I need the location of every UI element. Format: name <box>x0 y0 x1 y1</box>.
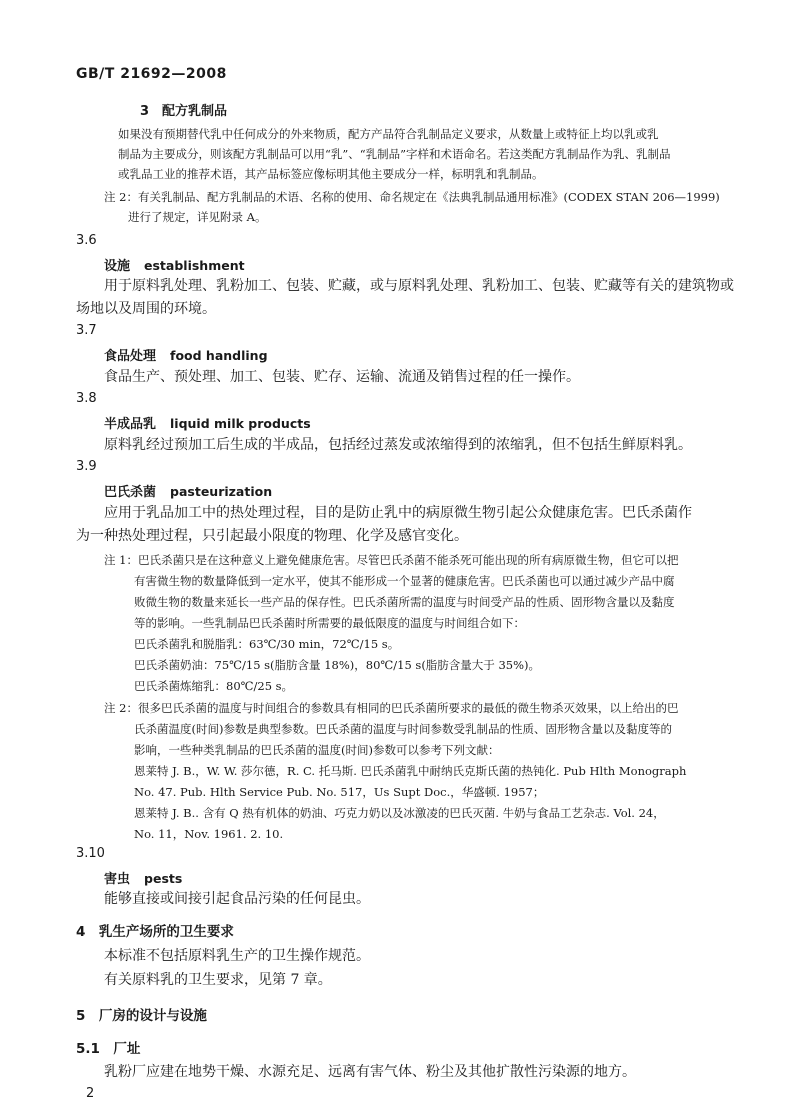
reference-line: 恩莱特 J. B.. 含有 Q 热有机体的奶油、巧克力奶以及冰激凌的巴氏灭菌. 牛奶与食品工艺杂志. Vol. 24， <box>134 806 665 820</box>
term-heading <box>104 413 311 432</box>
note1-line: 等的影响。一些乳制品巴氏杀菌时所需要的最低限度的温度与时间组合如下： <box>134 616 525 630</box>
term-zh: 巴氏杀菌 <box>104 485 157 500</box>
term-zh: 食品处理 <box>104 349 157 364</box>
body-line: 有关原料乳的卫生要求，见第 7 章。 <box>104 972 332 988</box>
term-heading <box>104 868 182 887</box>
term-heading <box>104 255 245 274</box>
formula-line-1: 如果没有预期替代乳中任何成分的外来物质，配方产品符合乳制品定义要求，从数量上或特征上均以乳或乳 <box>118 127 659 141</box>
formula-note2-line-2: 进行了规定，详见附录 A。 <box>128 210 267 224</box>
definition-line: 应用于乳品加工中的热处理过程，目的是防止乳中的病原微生物引起公众健康危害。巴氏杀菌作 <box>104 505 692 521</box>
note1-line: 巴氏杀菌奶油：75℃/15 s(脂肪含量 18%)，80℃/15 s(脂肪含量大于 35%)。 <box>134 658 541 672</box>
note1-line: 巴氏杀菌乳和脱脂乳：63℃/30 min，72℃/15 s。 <box>134 637 400 651</box>
term-en: establishment <box>144 258 245 273</box>
reference-line: No. 47. Pub. Hlth Service Pub. No. 517，Us Supt Doc.，华盛顿. 1957； <box>134 785 545 799</box>
note2-line: 注 2：很多巴氏杀菌的温度与时间组合的参数具有相同的巴氏杀菌所要求的最低的微生物杀灭效果，以上给出的巴 <box>104 701 679 715</box>
note2-line: 影响，一些种类乳制品的巴氏杀菌的温度(时间)参数可以参考下列文献： <box>134 743 500 757</box>
note1-line: 注 1：巴氏杀菌只是在这种意义上避免健康危害。尽管巴氏杀菌不能杀死可能出现的所有病原微生物，但它可以把 <box>104 553 679 567</box>
definition-line: 用于原料乳处理、乳粉加工、包装、贮藏，或与原料乳处理、乳粉加工、包装、贮藏等有关的建筑物或 <box>104 278 734 294</box>
definition-line: 为一种热处理过程，只引起最小限度的物理、化学及感官变化。 <box>76 528 468 544</box>
reference-line: 恩莱特 J. B.，W. W. 莎尔德，R. C. 托马斯. 巴氏杀菌乳中耐纳氏克斯氏菌的热钝化. Pub Hlth Monograph <box>134 764 687 778</box>
definition-line: 能够直接或间接引起食品污染的任何昆虫。 <box>104 891 370 907</box>
clause-number: 3.9 <box>76 459 97 474</box>
term-zh: 半成品乳 <box>104 417 157 432</box>
standard-code: GB/T 21692—2008 <box>76 66 227 82</box>
note1-line: 有害微生物的数量降低到一定水平，使其不能形成一个显著的健康危害。巴氏杀菌也可以通过减少产品中腐 <box>134 574 675 588</box>
section-heading: 4 乳生产场所的卫生要求 <box>76 924 234 940</box>
body-line: 本标准不包括原料乳生产的卫生操作规范。 <box>104 948 370 964</box>
page-number: 2 <box>86 1086 95 1101</box>
term-en: pasteurization <box>170 484 273 499</box>
formula-line-3: 或乳品工业的推荐术语，其产品标签应像标明其他主要成分一样，标明乳和乳制品。 <box>118 167 544 181</box>
term-heading <box>104 345 268 364</box>
term-heading <box>104 481 272 500</box>
definition-line: 原料乳经过预加工后生成的半成品，包括经过蒸发或浓缩得到的浓缩乳，但不包括生鲜原料乳。 <box>104 437 692 453</box>
section-heading: 5 厂房的设计与设施 <box>76 1008 207 1024</box>
formula-line-2: 制品为主要成分，则该配方乳制品可以用“乳”、“乳制品”字样和术语命名。若这类配方乳制品作为乳、乳制品 <box>118 147 671 161</box>
formula-heading: 3 配方乳制品 <box>140 104 228 119</box>
clause-number: 3.10 <box>76 846 105 861</box>
reference-line: No. 11，Nov. 1961. 2. 10. <box>134 827 284 841</box>
clause-number: 3.8 <box>76 391 97 406</box>
term-en: pests <box>144 871 183 886</box>
formula-note2-line-1: 注 2：有关乳制品、配方乳制品的术语、名称的使用、命名规定在《法典乳制品通用标准》(CODEX STAN 206—1999) <box>104 190 720 204</box>
note1-line: 败微生物的数量来延长一些产品的保存性。巴氏杀菌所需的温度与时间受产品的性质、固形物含量以及黏度 <box>134 595 675 609</box>
definition-line: 场地以及周围的环境。 <box>76 301 216 317</box>
note2-line: 氏杀菌温度(时间)参数是典型参数。巴氏杀菌的温度与时间参数受乳制品的性质、固形物含量以及黏度等的 <box>134 722 672 736</box>
subsection-heading: 5.1 厂址 <box>76 1041 141 1057</box>
term-en: liquid milk products <box>170 416 311 431</box>
clause-number: 3.6 <box>76 233 97 248</box>
term-zh: 设施 <box>104 259 131 274</box>
term-en: food handling <box>170 348 268 363</box>
note1-line: 巴氏杀菌炼缩乳：80℃/25 s。 <box>134 679 294 693</box>
term-zh: 害虫 <box>104 872 131 887</box>
body-line: 乳粉厂应建在地势干燥、水源充足、远离有害气体、粉尘及其他扩散性污染源的地方。 <box>104 1064 636 1080</box>
definition-line: 食品生产、预处理、加工、包装、贮存、运输、流通及销售过程的任一操作。 <box>104 369 580 385</box>
clause-number: 3.7 <box>76 323 97 338</box>
